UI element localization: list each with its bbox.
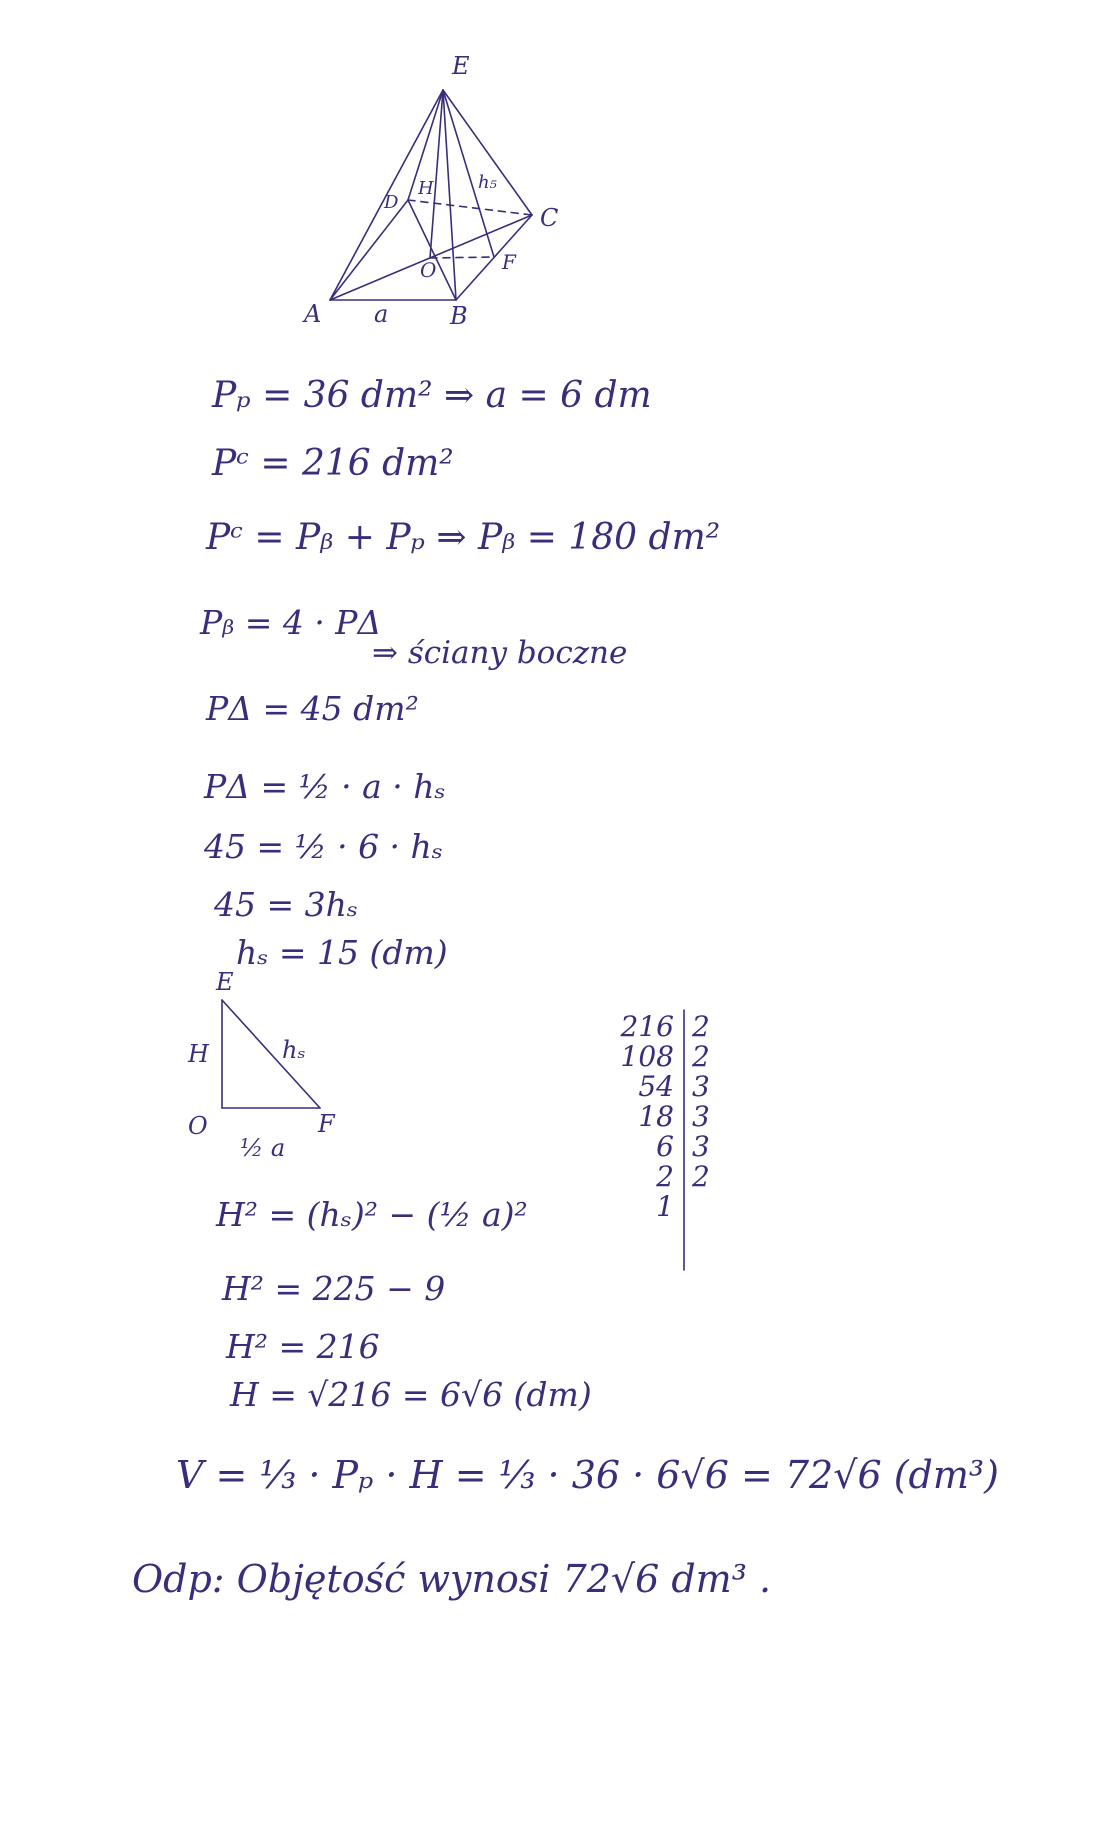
vertex-label-c: C: [540, 204, 559, 232]
factor-number: 6: [656, 1130, 674, 1163]
factor-divisor: 3: [692, 1070, 710, 1103]
equation-face-area: PΔ = 45 dm²: [206, 689, 419, 728]
height-label-h: H: [418, 178, 434, 199]
equation-slant-height: hₛ = 15 (dm): [236, 933, 448, 972]
factor-number: 54: [638, 1070, 674, 1103]
factor-divisor: 3: [692, 1100, 710, 1133]
slant-height-label: h₅: [478, 172, 497, 193]
factor-number: 1: [656, 1190, 674, 1223]
triangle-label-f: F: [318, 1110, 335, 1138]
factor-row: [596, 1192, 732, 1222]
factor-row: [596, 1012, 732, 1042]
factor-divisor: 2: [692, 1040, 710, 1073]
triangle-label-e: E: [216, 968, 234, 996]
factor-number: 18: [638, 1100, 674, 1133]
vertex-label-e: E: [452, 52, 470, 80]
point-label-f: F: [502, 250, 516, 274]
vertex-label-d: D: [384, 192, 399, 213]
factor-row: [596, 1162, 732, 1192]
triangle-label-h: H: [188, 1040, 209, 1068]
factor-divisor: 2: [692, 1160, 710, 1193]
factor-number: 108: [620, 1040, 674, 1073]
vertex-label-b: B: [450, 302, 468, 330]
factor-row: [596, 1042, 732, 1072]
equation-area-sum: Pᶜ = Pᵦ + Pₚ ⇒ Pᵦ = 180 dm²: [206, 517, 721, 558]
pythagoras-line-3: H² = 216: [226, 1327, 380, 1366]
triangle-label-o: O: [188, 1112, 208, 1140]
equation-substitution: 45 = ½ · 6 · hₛ: [204, 827, 443, 866]
equation-face-formula: PΔ = ½ · a · hₛ: [204, 767, 446, 806]
edge-label-a: a: [374, 300, 389, 328]
pythagoras-line-2: H² = 225 − 9: [222, 1269, 446, 1308]
point-label-o: O: [420, 258, 437, 282]
pythagoras-line-4: H = √216 = 6√6 (dm): [230, 1375, 592, 1414]
triangle-label-half-a: ½ a: [240, 1134, 286, 1162]
volume-equation: V = ⅓ · Pₚ · H = ⅓ · 36 · 6√6 = 72√6 (dm³): [176, 1453, 999, 1497]
vertex-label-a: A: [304, 300, 322, 328]
pythagoras-line-1: H² = (hₛ)² − (½ a)²: [216, 1195, 528, 1234]
factor-row: [596, 1072, 732, 1102]
factor-divisor: [682, 1192, 732, 1222]
factor-divisor: 3: [692, 1130, 710, 1163]
equation-lateral-area: Pᵦ = 4 · PΔ: [200, 603, 382, 642]
factor-divisor: 2: [692, 1010, 710, 1043]
equation-base-area: Pₚ = 36 dm² ⇒ a = 6 dm: [212, 375, 652, 416]
prime-factorization: [596, 1012, 732, 1222]
factor-number: 2: [656, 1160, 674, 1193]
note-lateral-faces: ⇒ ściany boczne: [372, 635, 628, 671]
factor-row: [596, 1102, 732, 1132]
factor-number: 216: [620, 1010, 674, 1043]
triangle-label-hs: hₛ: [282, 1036, 306, 1064]
final-answer: Odp: Objętość wynosi 72√6 dm³ .: [132, 1557, 772, 1601]
equation-total-area: Pᶜ = 216 dm²: [212, 443, 454, 484]
factor-row: [596, 1132, 732, 1162]
equation-simplified: 45 = 3hₛ: [214, 885, 358, 924]
